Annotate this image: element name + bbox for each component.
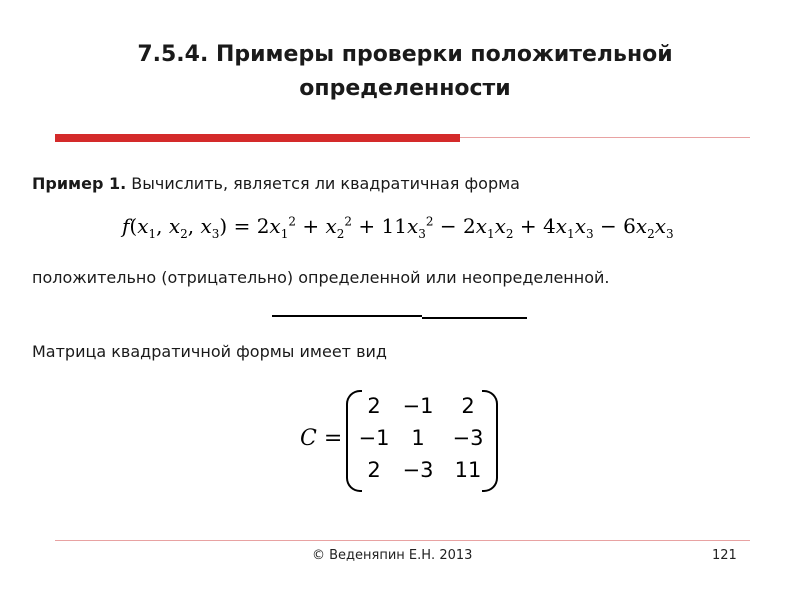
matrix-cell: −1 [358,426,390,450]
matrix-cell: −3 [452,426,484,450]
matrix-cell: 11 [454,458,482,482]
page-number: 121 [712,548,737,563]
matrix-label: C = [300,426,343,451]
example-line [32,174,520,193]
example-text: Вычислить, является ли квадратичная форма [126,174,520,193]
matrix-cell: −1 [402,394,434,418]
footer-copyright: © Веденяпин Е.Н. 2013 [312,548,473,563]
quadratic-form-formula: $f(x_1$, $x_2$, $x_3) = 2x_1^2 + x_2^2 + 11x_3^2 - 2x_1x_2 + 4x_1x_3 - 6x_2x_3$ [122,214,674,241]
matrix-cell: 2 [367,394,381,418]
footer-rule [55,540,750,541]
matrix-name: C [300,426,317,451]
definiteness-text: положительно (отрицательно) определенной или неопределенной. [32,268,610,287]
matrix-cell: 2 [367,458,381,482]
separator-right [422,317,527,319]
slide-title: 7.5.4. Примеры проверки положительной определенности [137,42,673,101]
matrix-cell: −3 [402,458,434,482]
separator-left [272,315,422,317]
matrix-cell: 2 [461,394,475,418]
header-rule-accent [55,134,460,142]
matrix-intro: Матрица квадратичной формы имеет вид [32,342,387,361]
matrix-cell: 1 [411,426,425,450]
example-label: Пример 1. [32,174,127,193]
